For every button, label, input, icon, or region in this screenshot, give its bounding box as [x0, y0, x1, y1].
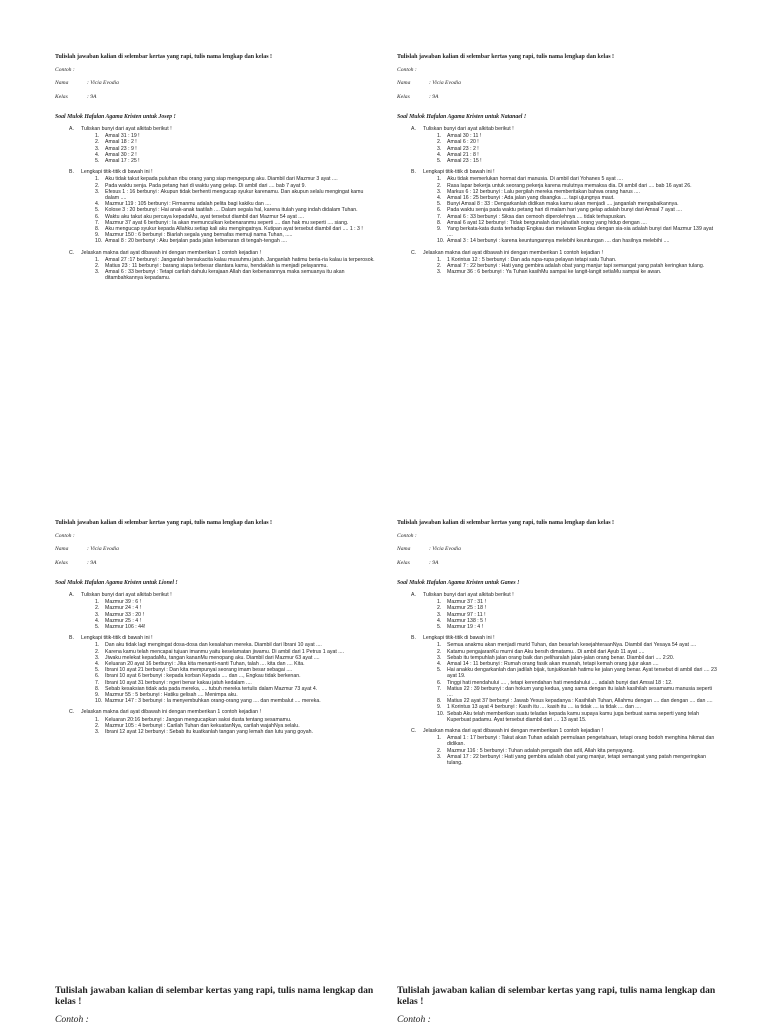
question-item — [95, 158, 375, 164]
kelas-row — [55, 560, 375, 566]
question-list — [95, 133, 375, 164]
item-text: Mazmur 25 : 18 ! — [447, 605, 486, 612]
nama-label: Nama — [55, 546, 69, 553]
item-text: Mazmur 39 : 6 ! — [105, 599, 142, 606]
item-text: Mazmur 55 : 5 berbunyi : Hatiku gelisah .... Menimpa aku. — [105, 692, 238, 699]
item-text: Sebab itu tempuhlah jalan orang baik dan peliharalah jalan-jalan orang benar. Diambil dari .... 2:20. — [447, 654, 675, 661]
question-item — [437, 238, 717, 244]
item-number: 1. — [437, 735, 442, 742]
instruction-heading: Tulislah jawaban kalian di selembar kertas yang rapi, tulis nama lengkap dan kelas ! — [55, 985, 374, 1007]
item-text: Amsal 8 : 20 berbunyi : Aku berjalan pada jalan kebenaran di tengah-tengah .... — [105, 238, 287, 245]
question-section — [411, 169, 717, 244]
section-instruction: Jelaskan makna dari ayat dibawah ini dengan memberikan 1 contoh kejadian ! — [81, 709, 261, 716]
item-number: 1. — [95, 176, 100, 183]
section-heading — [411, 169, 717, 175]
instruction-heading: Tulislah jawaban kalian di selembar kertas yang rapi, tulis nama lengkap dan kelas ! — [397, 985, 716, 1007]
question-item — [437, 686, 717, 698]
contoh-label: Contoh : — [397, 67, 417, 74]
item-text: Amsal 18 : 2 ! — [105, 139, 137, 146]
worksheet-ganes — [397, 520, 717, 771]
item-number: 2. — [95, 648, 100, 655]
contoh-label: Contoh : — [397, 533, 417, 540]
section-instruction: Lengkapi titik-titik di bawah ini ! — [81, 635, 153, 642]
item-number: 3. — [95, 729, 100, 736]
item-number: 2. — [437, 263, 442, 270]
item-text: Amsal 30 : 2 ! — [105, 151, 137, 158]
section-instruction: Tuliskan bunyi dari ayat alkitab berikut ! — [81, 592, 172, 599]
section-instruction: Tuliskan bunyi dari ayat alkitab berikut ! — [81, 126, 172, 133]
question-item — [95, 698, 375, 704]
question-section — [411, 635, 717, 723]
question-section — [411, 250, 717, 276]
item-text: Mazmur 150 : 6 berbunyi : Biarlah segala yang bernafas memuji nama Tuhan, ..... — [105, 232, 293, 239]
question-item — [437, 226, 717, 238]
item-text: Amsal 23 : 9 ! — [105, 145, 137, 152]
instruction-heading: Tulislah jawaban kalian di selembar kertas yang rapi, tulis nama lengkap dan kelas ! — [397, 520, 615, 526]
item-text: Ibrani 10 ayat 31 berbunyi : ngeri benar kakau jatuh kedalam .... — [105, 679, 252, 686]
item-text: Matius 22 ayat 37 berbunyi : Jawab Yesus kepadanya : Kasihilah Tuhan, Allahmu dengan .... dan dengan .... dan .... — [447, 698, 713, 705]
item-number: 2. — [95, 263, 100, 270]
item-text: Pada waktu senja. Pada petang hari di waktu yang gelap. Di ambil dari .... bab 7 ayat 9. — [105, 182, 306, 189]
item-text: Sebab Aku telah memberikan suatu teladan kepada kamu supaya kamu juga berbuat sama seperti yang telah Kuperbuat padamu. Ayat tersebut diambil dari .... 13 ayat 15. — [447, 710, 700, 723]
section-instruction: Jelaskan makna dari ayat dibawah ini dengan memberikan 1 contoh kejadian ! — [81, 249, 261, 256]
section-letter: B. — [411, 169, 416, 176]
item-number: 4. — [437, 151, 442, 158]
kelas-value: : 9A — [87, 559, 97, 566]
question-item — [95, 189, 375, 201]
item-number: 3. — [437, 611, 442, 618]
item-number: 5. — [95, 624, 100, 631]
item-number: 2. — [95, 605, 100, 612]
worksheet-title: Soal Mulok Hafalan Agama Kristen untuk Natanael ! — [397, 113, 527, 120]
nama-label: Nama — [397, 546, 411, 553]
item-text: Ibrani 10 ayat 6 berbunyi : kepada korban Kepada .... dan ..., Engkau tidak berkenan. — [105, 673, 301, 680]
question-item — [437, 624, 717, 630]
question-list — [95, 176, 375, 244]
section-heading — [69, 250, 375, 256]
item-text: Mazmur 116 : 5 berbunyi : Tuhan adalah pengasih dan adil, Allah kita penyayang. — [447, 747, 634, 754]
item-text: Amsal 16 : 25 berbunyi : Ada jalan yang disangka .... tapi ujungnya maut. — [447, 195, 615, 202]
item-text: Amsal 27 :17 berbunyi : Janganlah bersukacita kalau musuhmu jatuh. Janganlah hatimu beria-ria kalau ia terperosok. — [105, 256, 375, 263]
item-number: 3. — [95, 654, 100, 661]
item-text: Mazmur 105 : 4 berbunyi : Carilah Tuhan dan kekuatanNya, carilah wajahNya selalu. — [105, 722, 300, 729]
section-instruction: Tuliskan bunyi dari ayat alkitab berikut ! — [423, 126, 514, 133]
item-text: Amsal 21 : 8 ! — [447, 151, 479, 158]
item-text: Amsal 6 : 33 berbunyi : Siksa dan cemooh diperolehnya .... tidak terhapuskan. — [447, 213, 627, 220]
item-text: Mazmur 25 : 4 ! — [105, 617, 142, 624]
kelas-label: Kelas — [397, 93, 410, 100]
question-list — [437, 735, 717, 766]
question-section — [69, 126, 375, 164]
nama-value: : Vicia Evodia — [429, 80, 461, 87]
section-letter: A. — [69, 592, 74, 599]
kelas-value: : 9A — [87, 93, 97, 100]
item-text: Aku mengucap syukur kepada Allahku setiap kali aku mengingatnya. Kutipan ayat tersebut diambil dari .... 1 : 3 ! — [105, 226, 363, 233]
item-text: Katamu pengajaranKu murni dan Aku bersih dimatamu.. Di ambil dari Ayub 11 ayat .... — [447, 648, 645, 655]
item-number: 2. — [437, 139, 442, 146]
section-instruction: Lengkapi titik-titik di bawah ini ! — [423, 169, 495, 176]
item-number: 1. — [437, 256, 442, 263]
nama-value: : Vicia Evodia — [87, 80, 119, 87]
instruction-heading: Tulislah jawaban kalian di selembar kertas yang rapi, tulis nama lengkap dan kelas ! — [55, 520, 273, 526]
contoh-label: Contoh : — [55, 533, 75, 540]
item-number: 7. — [95, 219, 100, 226]
item-text: Waktu aku takut aku percaya kepadaMu, ayat tersebut diambil dari Mazmur 54 ayat .... — [105, 213, 305, 220]
item-text: Mazmur 37 : 31 ! — [447, 599, 486, 606]
item-text: Amsal 7 : 22 berbunyi : Hati yang gembira adalah obat yang manjur tapi semangat yang patah keringkan tulang. — [447, 263, 705, 270]
section-instruction: Tuliskan bunyi dari ayat alkitab berikut ! — [423, 592, 514, 599]
item-text: Amsal 23 : 2 ! — [447, 145, 479, 152]
item-number: 4. — [95, 151, 100, 158]
nama-row — [55, 546, 375, 552]
item-number: 1. — [437, 599, 442, 606]
item-number: 2. — [95, 182, 100, 189]
item-text: Amsal 6 : 20 ! — [447, 139, 479, 146]
section-heading — [69, 709, 375, 715]
item-text: Dan aku tidak lagi mengingat dosa-dosa dan kesalahan mereka. Diambil dari Ibrani 10 ayat .... — [105, 642, 322, 649]
item-text: Mazmur 97 : 11 ! — [447, 611, 486, 618]
item-text: Hai anakku dengarkanlah dan jadilah bijak, tunjukkanlah hatimu ke jalan yang benar. Ayat tersebut di ambil dari .... 23 ayat 19. — [447, 667, 717, 680]
item-number: 3. — [95, 188, 100, 195]
item-number: 1. — [437, 642, 442, 649]
contoh-label: Contoh : — [55, 67, 75, 74]
item-number: 3. — [437, 753, 442, 760]
item-text: Tinggi hati mendahului .... , tetapi kerendahan hati mendahului .... adalah bunyi dari Amsal 18 : 12. — [447, 679, 673, 686]
item-text: Amsal 6 ayat 12 berbunyi : Tidak bergunalah dan jahatlah orang yang hidup dengan .... — [447, 219, 647, 226]
item-number: 3. — [95, 269, 100, 276]
question-list — [95, 599, 375, 630]
item-number: 5. — [437, 201, 442, 208]
nama-row — [55, 80, 375, 86]
section-instruction: Jelaskan makna dari ayat dibawah ini dengan memberikan 1 contoh kejadian ! — [423, 728, 603, 735]
item-text: Amsal 17 : 25 ! — [105, 158, 140, 165]
item-text: Mazmur 138 : 5 ! — [447, 617, 486, 624]
item-number: 10. — [437, 238, 445, 245]
item-text: Mazmur 36 : 6 berbunyi : Ya Tuhan kasihMu sampai ke langit-langit setiaMu sampai ke awan. — [447, 269, 662, 276]
item-number: 3. — [437, 145, 442, 152]
kelas-row — [55, 94, 375, 100]
item-number: 5. — [95, 207, 100, 214]
item-number: 3. — [437, 188, 442, 195]
item-number: 2. — [95, 722, 100, 729]
question-item — [437, 735, 717, 747]
item-text: Sebab kesaksian tidak ada pada mereka, .... tubuh mereka tertulis dalam Mazmur 73 ayat 4. — [105, 685, 318, 692]
item-text: 1 Korintus 13 ayat 4 berbunyi : Kasih itu .... kasih itu .... ia tidak .... ia tidak .... dan .... — [447, 704, 642, 711]
item-text: Bunyi Amsal 8 : 33 : Dengarkanlah didikan maka kamu akan menjadi .... janganlah mengabaikannya. — [447, 201, 679, 208]
section-instruction: Lengkapi titik-titik di bawah ini ! — [423, 635, 495, 642]
instruction-heading: Tulislah jawaban kalian di selembar kertas yang rapi, tulis nama lengkap dan kelas ! — [55, 54, 273, 60]
question-item — [95, 624, 375, 630]
question-list — [437, 599, 717, 630]
item-number: 8. — [437, 219, 442, 226]
nama-label: Nama — [397, 80, 411, 87]
question-list — [95, 257, 375, 282]
kelas-row — [397, 94, 717, 100]
item-text: Ibrani 10 ayat 21 berbunyi : Dan kita mempunyai seorang imam besar sebagai .... — [105, 667, 293, 674]
item-number: 1. — [95, 133, 100, 140]
item-text: Kolose 3 : 20 berbunyi : Hai anak-anak taatilah .... Dalam segala hal, karena itulah yang indah didalam Tuhan. — [105, 207, 358, 214]
item-text: Mazmur 24 : 4 ! — [105, 605, 142, 612]
item-text: Jiwaku melekat kepadaMu, tangan kananMu menopang aku. Diambil dari Mazmur 63 ayat .... — [105, 654, 320, 661]
worksheet-title: Soal Mulok Hafalan Agama Kristen untuk Josep ! — [55, 113, 176, 120]
item-number: 5. — [437, 624, 442, 631]
question-list — [437, 642, 717, 723]
question-section — [69, 635, 375, 704]
item-number: 10. — [95, 238, 103, 245]
nama-label: Nama — [55, 80, 69, 87]
nama-value: : Vicia Evodia — [429, 546, 461, 553]
item-text: Karena kamu telah mencapai tujuan imanmu yaitu keselamatan jiwamu. Di ambil dari 1 Petrus 1 ayat .... — [105, 648, 345, 655]
section-heading — [69, 126, 375, 132]
question-section — [69, 169, 375, 244]
item-text: Keluaran 20:16 berbunyi : Jangan mengucapkan saksi dusta tentang sesamamu. — [105, 716, 292, 723]
item-number: 1. — [437, 133, 442, 140]
question-item — [437, 754, 717, 766]
item-number: 6. — [437, 679, 442, 686]
question-list — [437, 257, 717, 276]
question-item — [437, 269, 717, 275]
item-text: Amsal 31 : 19 ! — [105, 133, 140, 140]
item-text: Amsal 30 : 11 ! — [447, 133, 482, 140]
item-number: 6. — [437, 207, 442, 214]
item-number: 5. — [437, 158, 442, 165]
section-letter: B. — [69, 635, 74, 642]
bottom-header-right — [397, 985, 717, 1025]
section-heading — [411, 126, 717, 132]
kelas-value: : 9A — [429, 559, 439, 566]
item-number: 7. — [95, 679, 100, 686]
worksheet-title: Soal Mulok Hafalan Agama Kristen untuk Ganes ! — [397, 579, 520, 586]
question-section — [411, 728, 717, 766]
item-text: Mazmur 106 : 44! — [105, 624, 146, 631]
section-letter: B. — [411, 635, 416, 642]
item-number: 1. — [95, 716, 100, 723]
kelas-row — [397, 560, 717, 566]
item-number: 7. — [437, 685, 442, 692]
item-text: Mazmur 19 : 4 ! — [447, 624, 484, 631]
item-number: 4. — [437, 195, 442, 202]
section-heading — [411, 592, 717, 598]
section-letter: A. — [411, 592, 416, 599]
item-text: Ibrani 12 ayat 12 berbunyi : Sebab itu kuatkanlah tangan yang lemah dan lutu yang goyah. — [105, 729, 313, 736]
item-text: Mazmur 119 : 105 berbunyi : Firmanmu adalah pelita bagi kakiku dan .... — [105, 201, 271, 208]
item-text: Yang berkata-kata dusta terhadap Engkau dan melawan Engkau dengan sia-sia adalah bunyi dari Mazmur 139 ayat .... — [447, 226, 714, 239]
item-number: 9. — [437, 226, 442, 233]
section-letter: A. — [69, 126, 74, 133]
kelas-label: Kelas — [55, 93, 68, 100]
item-number: 4. — [437, 661, 442, 668]
section-heading — [69, 592, 375, 598]
bottom-header-left — [55, 985, 375, 1025]
item-text: Aku tidak takut kepada puluhan ribu orang yang siap mengepung aku. Diambil dari Mazmur 3 ayat .... — [105, 176, 338, 183]
section-heading — [411, 250, 717, 256]
section-heading — [411, 728, 717, 734]
item-text: Rasa lapar bekerja untuk seorang pekerja karena mulutnya memaksa dia. Di ambil dari .... bab 16 ayat 26. — [447, 182, 692, 189]
item-number: 10. — [95, 698, 103, 705]
item-number: 10. — [437, 710, 445, 717]
kelas-label: Kelas — [55, 559, 68, 566]
item-number: 5. — [437, 667, 442, 674]
item-number: 3. — [95, 611, 100, 618]
section-letter: C. — [411, 249, 417, 256]
question-item — [437, 711, 717, 723]
section-letter: C. — [69, 709, 75, 716]
worksheet-josep — [55, 54, 375, 287]
worksheet-natanael — [397, 54, 717, 280]
question-list — [95, 642, 375, 704]
item-text: Markus 6 : 12 berbunyi : Lalu pergilah mereka memberitakan bahwa orang harus .... — [447, 188, 640, 195]
item-number: 4. — [95, 617, 100, 624]
question-list — [95, 717, 375, 736]
section-letter: C. — [411, 728, 417, 735]
item-text: Semua anakmu akan menjadi murid Tuhan, dan besarlah kesejahteraanNya. Diambil dari Yesaya 54 ayat .... — [447, 642, 697, 649]
item-number: 1. — [95, 599, 100, 606]
worksheet-title: Soal Mulok Hafalan Agama Kristen untuk Lionel ! — [55, 579, 178, 586]
item-number: 9. — [95, 232, 100, 239]
question-section — [69, 592, 375, 630]
question-list — [437, 176, 717, 244]
question-section — [69, 250, 375, 282]
section-heading — [411, 635, 717, 641]
item-text: Keluaran 20 ayat 16 berbunyi : Jika kita menanti-nanti Tuhan, talah .... kita dan .... Kita. — [105, 661, 305, 668]
item-text: Amsal 17 : 22 berbunyi : Hati yang gembira adalah obat yang manjur, tetapi semangat yang patah mengeringkan tulang. — [447, 753, 706, 767]
question-item — [437, 667, 717, 679]
item-number: 8. — [95, 685, 100, 692]
kelas-value: : 9A — [429, 93, 439, 100]
question-item — [95, 729, 375, 735]
item-number: 4. — [95, 661, 100, 668]
item-number: 9. — [95, 692, 100, 699]
item-number: 3. — [95, 145, 100, 152]
item-number: 2. — [437, 182, 442, 189]
item-number: 1. — [95, 256, 100, 263]
question-section — [69, 709, 375, 735]
item-number: 2. — [437, 605, 442, 612]
nama-row — [397, 546, 717, 552]
item-number: 2. — [437, 747, 442, 754]
nama-value: : Vicia Evodia — [87, 546, 119, 553]
item-number: 3. — [437, 654, 442, 661]
item-number: 5. — [95, 158, 100, 165]
section-letter: A. — [411, 126, 416, 133]
instruction-heading: Tulislah jawaban kalian di selembar kertas yang rapi, tulis nama lengkap dan kelas ! — [397, 54, 615, 60]
item-number: 4. — [437, 617, 442, 624]
question-item — [437, 158, 717, 164]
item-number: 1. — [437, 176, 442, 183]
item-text: 1 Korintus 12 : 5 berbunyi : Dan ada rupa-rupa pelayan tetapi satu Tuhan. — [447, 256, 617, 263]
section-instruction: Jelaskan makna dari ayat dibawah ini dengan memberikan 1 contoh kejadian ! — [423, 249, 603, 256]
item-text: Mazmur 147 : 3 berbunyi : Ia menyembuhkan orang-orang yang .... dan membalut .... mereka. — [105, 698, 321, 705]
item-text: Mazmur 33 : 20 ! — [105, 611, 144, 618]
item-number: 3. — [437, 269, 442, 276]
item-text: Amsal 14 : 11 berbunyi : Rumah orang fasik akan musnah, tetapi kemah orang jujur akan .... — [447, 661, 659, 668]
question-section — [411, 126, 717, 164]
item-text: Pada waktu senja pada waktu petang hari di malam hari yang gelap adalah bunyi dari Amsal 7 ayat .... — [447, 207, 683, 214]
item-text: Mazmur 37 ayat 6 berbunyi : Ia akan memunculkan kebenaranmu seperti .... dan hak mu seperti .... siang. — [105, 219, 349, 226]
question-item — [95, 269, 375, 281]
item-number: 6. — [95, 673, 100, 680]
contoh-label: Contoh : — [55, 1014, 89, 1025]
item-number: 8. — [95, 226, 100, 233]
item-number: 2. — [437, 648, 442, 655]
section-letter: C. — [69, 249, 75, 256]
item-text: Aku tidak memerlukan hormat dari manusia. Di ambil dari Yohanes 5 ayat .... — [447, 176, 623, 183]
section-heading — [69, 635, 375, 641]
item-number: 8. — [437, 698, 442, 705]
question-list — [437, 133, 717, 164]
item-number: 9. — [437, 704, 442, 711]
question-section — [411, 592, 717, 630]
kelas-label: Kelas — [397, 559, 410, 566]
item-number: 1. — [95, 642, 100, 649]
contoh-label: Contoh : — [397, 1014, 431, 1025]
item-number: 5. — [95, 667, 100, 674]
nama-row — [397, 80, 717, 86]
item-number: 4. — [95, 201, 100, 208]
worksheet-lionel — [55, 520, 375, 740]
question-item — [95, 238, 375, 244]
item-number: 6. — [95, 213, 100, 220]
item-text: Amsal 1 : 17 berbunyi : Takut akan Tuhan adalah permulaan pengetahuan, tetapi orang bodoh menghina hikmat dan didikan. — [447, 735, 715, 748]
item-text: Amsal 3 : 14 berbunyi : karena keuntungannya melebihi keuntungan .... dan hasilnya melebihi .... — [447, 238, 670, 245]
section-heading — [69, 169, 375, 175]
item-text: Matius 22 : 39 berbunyi : dan hokum yang kedua, yang sama dengan itu ialah kasihilah sesamamu manusia seperti .... — [447, 685, 713, 699]
item-number: 2. — [95, 139, 100, 146]
item-text: Amsal 23 : 15 ! — [447, 158, 482, 165]
section-letter: B. — [69, 169, 74, 176]
item-text: Efesus 1 : 16 berbunyi : Akupun tidak berhenti mengucap syukur karenamu. Dan akupun selalu mengingat kamu dalam .... — [105, 188, 364, 202]
item-text: Matius 23 : 11 berbunyi : barang siapa terbesar diantara kamu, hendaklah ia menjadi pelayanmu. — [105, 263, 328, 270]
section-instruction: Lengkapi titik-titik di bawah ini ! — [81, 169, 153, 176]
item-number: 7. — [437, 213, 442, 220]
item-text: Amsal 6 : 33 berbunyi : Tetapi carilah dahulu kerajaan Allah dan kebenarannya maka semuanya itu akan ditambahkannya kepadamu. — [105, 269, 345, 282]
